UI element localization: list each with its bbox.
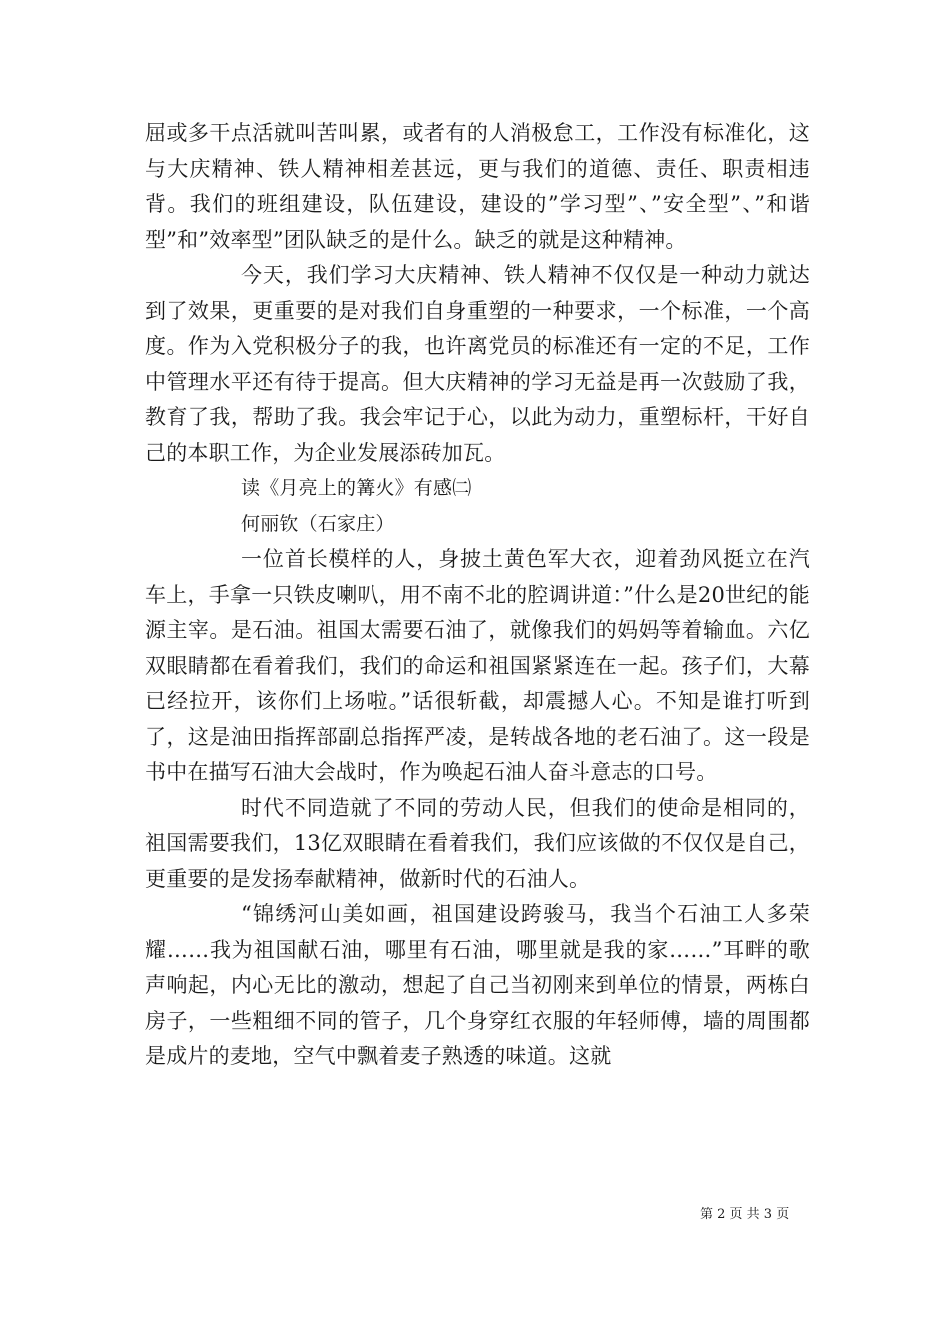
paragraph-commander: 一位首长模样的人，身披土黄色军大衣，迎着劲风挺立在汽车上，手拿一只铁皮喇叭，用不南不北的腔调讲道：”什么是20世纪的能源主宰。是石油。祖国太需要石油了，就像我们的妈妈等着输血。六亿双眼睛都在看着我们，我们的命运和祖国紧紧连在一起。孩子们，大幕已经拉开，该你们上场啦。”话很斩截，却震撼人心。不知是谁打听到了，这是油田指挥部副总指挥严凌，是转战各地的老石油了。这一段是书中在描写石油大会战时，作为唤起石油人奋斗意志的口号。	[145, 547, 810, 784]
paragraph-today: 今天，我们学习大庆精神、铁人精神不仅仅是一种动力就达到了效果，更重要的是对我们自身重塑的一种要求，一个标准，一个高度。作为入党积极分子的我，也许离党员的标准还有一定的不足，工作中管理水平还有待于提高。但大庆精神的学习无益是再一次鼓励了我，教育了我，帮助了我。我会牢记于心，以此为动力，重塑标杆，干好自己的本职工作，为企业发展添砖加瓦。	[145, 263, 810, 465]
article-author: 何丽钦（石家庄）	[241, 512, 395, 535]
paragraph-era: 时代不同造就了不同的劳动人民，但我们的使命是相同的，祖国需要我们，13亿双眼睛在看着我们，我们应该做的不仅仅是自己，更重要的是发扬奉献精神，做新时代的石油人。	[145, 795, 810, 891]
paragraph-song: “锦绣河山美如画，祖国建设跨骏马，我当个石油工人多荣耀……我为祖国献石油，哪里有石油，哪里就是我的家……”耳畔的歌声响起，内心无比的激动，想起了自己当初刚来到单位的情景，两栋白房子，一些粗细不同的管子，几个身穿红衣服的年轻师傅，墙的周围都是成片的麦地，空气中飘着麦子熟透的味道。这就	[145, 902, 810, 1068]
page-number-footer: 第 2 页 共 3 页	[700, 1207, 790, 1222]
paragraph-continuation: 屈或多干点活就叫苦叫累，或者有的人消极怠工，工作没有标准化，这与大庆精神、铁人精神相差甚远，更与我们的道德、责任、职责相违背。我们的班组建设，队伍建设，建设的”学习型”、”安全型”、”和谐型”和”效率型”团队缺乏的是什么。缺乏的就是这种精神。	[145, 121, 810, 252]
document-body	[145, 116, 810, 1075]
article-title: 读《月亮上的篝火》有感㈡	[241, 477, 472, 499]
